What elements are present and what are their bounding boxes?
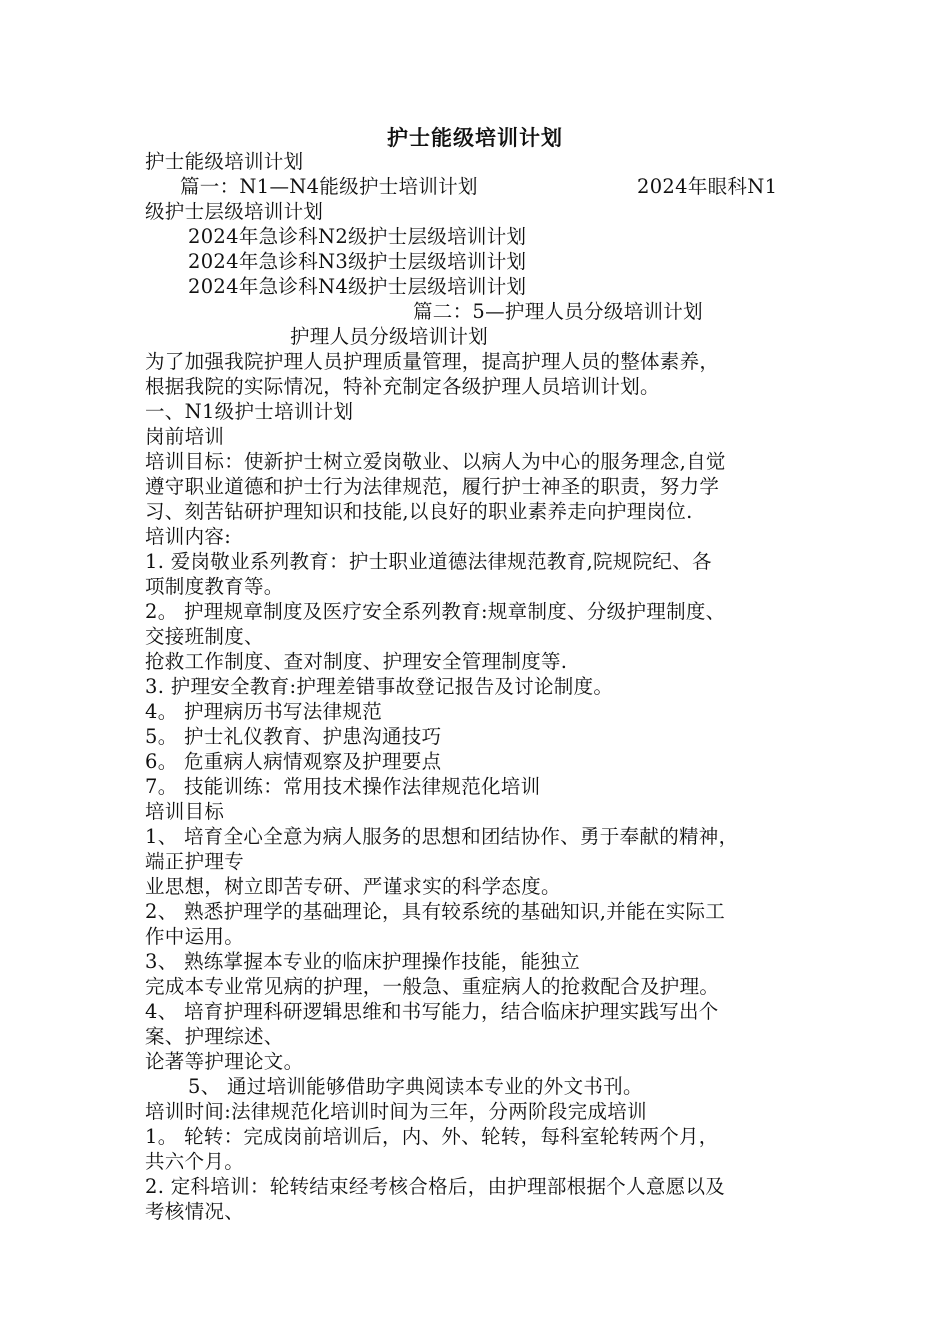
text-line: 3. 护理安全教育:护理差错事故登记报告及讨论制度。 (145, 675, 614, 698)
part-one-heading: 篇一：N1—N4能级护士培训计划 (180, 175, 478, 198)
text-line: 级护士层级培训计划 (145, 200, 324, 223)
text-line: 岗前培训 (145, 425, 225, 448)
text-line: 项制度教育等。 (145, 575, 284, 598)
text-line: 2024年急诊科N4级护士层级培训计划 (188, 275, 527, 298)
text-line: 4。 护理病历书写法律规范 (145, 700, 383, 723)
text-line: 完成本专业常见病的护理，一般急、重症病人的抢救配合及护理。 (145, 975, 720, 998)
text-line: 共六个月。 (145, 1150, 245, 1173)
part-two-heading: 篇二：5—护理人员分级培训计划 (413, 300, 703, 323)
text-line: 3、 熟练掌握本专业的临床护理操作技能，能独立 (145, 950, 581, 973)
text-line: 习、刻苦钻研护理知识和技能,以良好的职业素养走向护理岗位. (145, 500, 693, 523)
text-line: 1。 轮转：完成岗前培训后，内、外、轮转，每科室轮转两个月， (145, 1125, 719, 1148)
text-line: 6。 危重病人病情观察及护理要点 (145, 750, 442, 773)
part-one-eye-dept: 2024年眼科N1 (637, 175, 778, 198)
text-line: 一、N1级护士培训计划 (145, 400, 354, 423)
text-line: 7。 技能训练：常用技术操作法律规范化培训 (145, 775, 541, 798)
document-title: 护士能级培训计划 (387, 126, 563, 150)
text-line: 交接班制度、 (145, 625, 264, 648)
text-line: 5。 护士礼仪教育、护患沟通技巧 (145, 725, 442, 748)
text-line: 培训时间:法律规范化培训时间为三年，分两阶段完成培训 (145, 1100, 647, 1123)
text-line: 2024年急诊科N2级护士层级培训计划 (188, 225, 527, 248)
text-line: 为了加强我院护理人员护理质量管理，提高护理人员的整体素养， (145, 350, 720, 373)
text-line: 业思想，树立即苦专研、严谨求实的科学态度。 (145, 875, 561, 898)
text-line: 1、 培育全心全意为病人服务的思想和团结协作、勇于奉献的精神， (145, 825, 739, 848)
text-line: 遵守职业道德和护士行为法律规范，履行护士神圣的职责，努力学 (145, 475, 720, 498)
text-line: 5、 通过培训能够借助字典阅读本专业的外文书刊。 (188, 1075, 643, 1098)
text-line: 作中运用。 (145, 925, 245, 948)
subtitle-line: 护士能级培训计划 (145, 150, 304, 173)
text-line: 2024年急诊科N3级护士层级培训计划 (188, 250, 527, 273)
text-line: 考核情况、 (145, 1200, 245, 1223)
text-line: 案、护理综述、 (145, 1025, 284, 1048)
text-line: 2. 定科培训：轮转结束经考核合格后，由护理部根据个人意愿以及 (145, 1175, 726, 1198)
text-line: 培训目标 (145, 800, 225, 823)
text-line: 4、 培育护理科研逻辑思维和书写能力，结合临床护理实践写出个 (145, 1000, 719, 1023)
text-line: 培训内容: (145, 525, 232, 548)
text-line: 培训目标：使新护士树立爱岗敬业、以病人为中心的服务理念,自觉 (145, 450, 726, 473)
section-heading: 护理人员分级培训计划 (290, 325, 489, 348)
text-line: 论著等护理论文。 (145, 1050, 304, 1073)
text-line: 2、 熟悉护理学的基础理论，具有较系统的基础知识,并能在实际工 (145, 900, 726, 923)
text-line: 抢救工作制度、查对制度、护理安全管理制度等. (145, 650, 568, 673)
text-line: 1. 爱岗敬业系列教育：护士职业道德法律规范教育,院规院纪、各 (145, 550, 712, 573)
text-line: 2。 护理规章制度及医疗安全系列教育:规章制度、分级护理制度、 (145, 600, 726, 623)
text-line: 根据我院的实际情况，特补充制定各级护理人员培训计划。 (145, 375, 660, 398)
text-line: 端正护理专 (145, 850, 245, 873)
